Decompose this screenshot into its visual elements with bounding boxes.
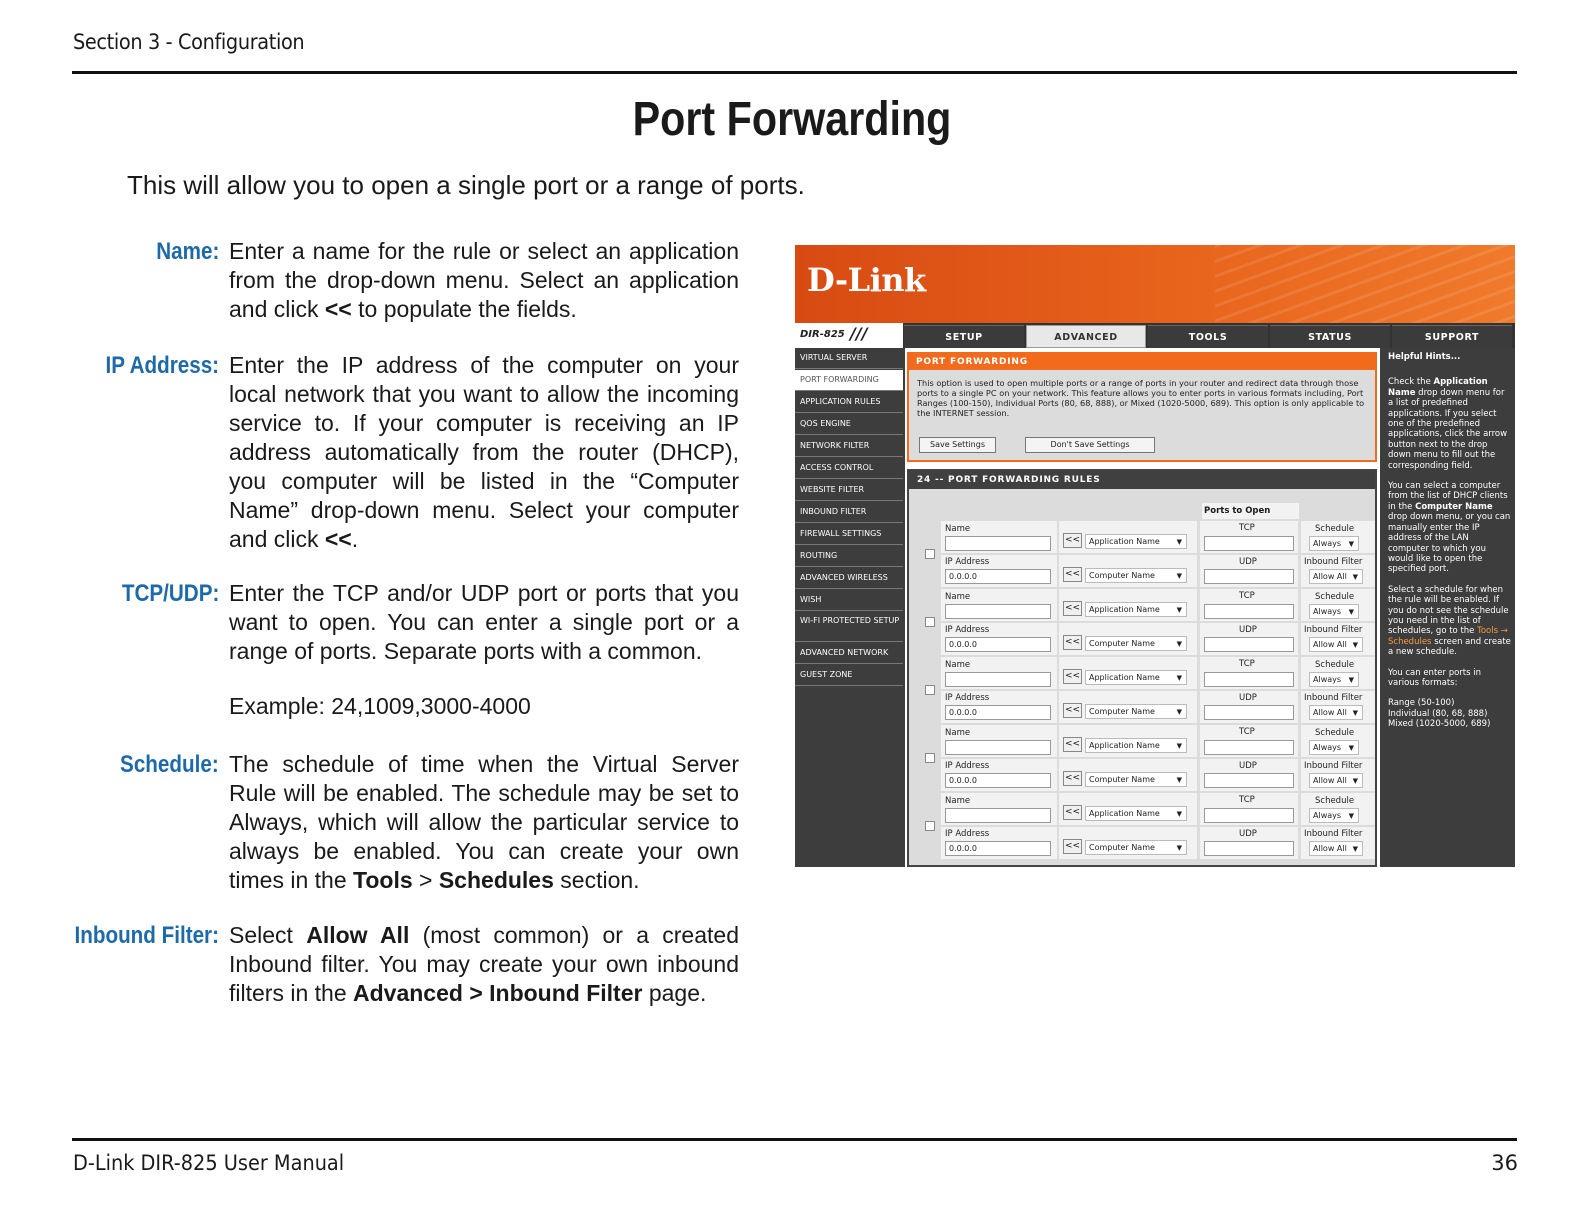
udp-label: UDP [1239, 829, 1257, 839]
computer-name-select[interactable]: Computer Name ▼ [1085, 840, 1187, 855]
tcp-ports-input[interactable] [1204, 808, 1294, 823]
header-rule [72, 71, 1517, 74]
tab-advanced[interactable]: ADVANCED [1026, 325, 1146, 348]
name-input[interactable] [945, 808, 1051, 823]
computer-name-select[interactable]: Computer Name ▼ [1085, 772, 1187, 787]
footer-manual: D-Link DIR-825 User Manual [73, 1151, 345, 1175]
schedule-label: Schedule [1315, 660, 1355, 670]
schedule-select[interactable]: Always ▼ [1309, 604, 1359, 619]
tcp-ports-input[interactable] [1204, 536, 1294, 551]
inbound-filter-label: Inbound Filter [1304, 761, 1363, 771]
ip-address-label: IP Address [945, 829, 990, 839]
nav-wi-fi-protected-setup[interactable]: WI-FI PROTECTED SETUP [795, 612, 903, 642]
save-settings-button[interactable]: Save Settings [919, 437, 996, 453]
rule-row [919, 725, 1375, 791]
rule-enable-checkbox[interactable] [925, 617, 935, 627]
nav-advanced-network[interactable]: ADVANCED NETWORK [795, 643, 903, 664]
definition-term: Schedule: [120, 751, 219, 778]
udp-label: UDP [1239, 693, 1257, 703]
schedule-label: Schedule [1315, 592, 1355, 602]
ip-address-label: IP Address [945, 625, 990, 635]
name-input[interactable] [945, 740, 1051, 755]
populate-computer-button[interactable]: << [1063, 635, 1082, 650]
tab-setup[interactable]: SETUP [904, 325, 1024, 348]
populate-computer-button[interactable]: << [1063, 771, 1082, 786]
definition-term: Inbound Filter: [74, 922, 219, 949]
name-input[interactable] [945, 672, 1051, 687]
nav-website-filter[interactable]: WEBSITE FILTER [795, 480, 903, 501]
hint-paragraph: Select a schedule for when the rule will be enabled. If you do not see the schedule you need in the list of schedules, go to the Tools → Schedules screen and create a new schedule. [1388, 584, 1511, 658]
definition-description: Select Allow All (most common) or a created Inbound filter. You may create your own inbound filters in the Advanced > Inbound Filter page. [229, 922, 739, 1006]
nav-network-filter[interactable]: NETWORK FILTER [795, 436, 903, 457]
panel-title: PORT FORWARDING [909, 354, 1375, 370]
rule-enable-checkbox[interactable] [925, 549, 935, 559]
inbound-filter-select[interactable]: Allow All ▼ [1309, 705, 1363, 720]
nav-wish[interactable]: WISH [795, 590, 903, 611]
udp-ports-input[interactable] [1204, 705, 1294, 720]
nav-application-rules[interactable]: APPLICATION RULES [795, 392, 903, 413]
name-label: Name [945, 592, 971, 602]
udp-ports-input[interactable] [1204, 773, 1294, 788]
populate-computer-button[interactable]: << [1063, 567, 1082, 582]
tab-tools[interactable]: TOOLS [1148, 325, 1268, 348]
computer-name-select[interactable]: Computer Name ▼ [1085, 704, 1187, 719]
definition-description: Example: 24,1009,3000-4000 [229, 693, 531, 719]
ip-address-input[interactable]: 0.0.0.0 [945, 841, 1051, 856]
model-label: DIR-825 /// [795, 323, 903, 348]
nav-advanced-wireless[interactable]: ADVANCED WIRELESS [795, 568, 903, 589]
rule-enable-checkbox[interactable] [925, 685, 935, 695]
nav-routing[interactable]: ROUTING [795, 546, 903, 567]
name-input[interactable] [945, 604, 1051, 619]
inbound-filter-label: Inbound Filter [1304, 625, 1363, 635]
definition-term: TCP/UDP: [121, 580, 219, 607]
computer-name-select[interactable]: Computer Name ▼ [1085, 568, 1187, 583]
definition-description: Enter a name for the rule or select an application from the drop-down menu. Select an application and click << to populate the fields. [229, 238, 739, 322]
populate-computer-button[interactable]: << [1063, 703, 1082, 718]
definition-description: The schedule of time when the Virtual Server Rule will be enabled. The schedule may be set to Always, which will allow the particular service to always be enabled. You can create your own times in the Tools > Schedules section. [229, 751, 739, 893]
rule-enable-checkbox[interactable] [925, 821, 935, 831]
section-header: Section 3 - Configuration [73, 30, 305, 54]
hints-title: Helpful Hints... [1388, 352, 1461, 362]
tcp-label: TCP [1239, 795, 1255, 805]
dont-save-settings-button[interactable]: Don't Save Settings [1025, 437, 1155, 453]
definition-term: Name: [155, 238, 219, 265]
tab-support[interactable]: SUPPORT [1392, 325, 1512, 348]
populate-app-button[interactable]: << [1063, 601, 1082, 616]
ip-address-input[interactable]: 0.0.0.0 [945, 773, 1051, 788]
populate-computer-button[interactable]: << [1063, 839, 1082, 854]
name-label: Name [945, 728, 971, 738]
tcp-ports-input[interactable] [1204, 672, 1294, 687]
nav-guest-zone[interactable]: GUEST ZONE [795, 665, 903, 686]
rule-enable-checkbox[interactable] [925, 753, 935, 763]
populate-app-button[interactable]: << [1063, 669, 1082, 684]
nav-inbound-filter[interactable]: INBOUND FILTER [795, 502, 903, 523]
rule-row [919, 657, 1375, 723]
schedule-select[interactable]: Always ▼ [1309, 808, 1359, 823]
router-screenshot [795, 245, 1515, 867]
tcp-label: TCP [1239, 727, 1255, 737]
schedule-label: Schedule [1315, 796, 1355, 806]
name-input[interactable] [945, 536, 1051, 551]
hint-paragraph: You can select a computer from the list of DHCP clients in the Computer Name drop down menu, or you can manually enter the IP address of the LAN computer to which you would like to open the specified port. [1388, 481, 1511, 575]
application-name-select[interactable]: Application Name ▼ [1085, 806, 1187, 821]
udp-label: UDP [1239, 761, 1257, 771]
schedule-select[interactable]: Always ▼ [1309, 672, 1359, 687]
ip-address-label: IP Address [945, 761, 990, 771]
tab-status[interactable]: STATUS [1270, 325, 1390, 348]
definition-description: Enter the IP address of the computer on your local network that you want to allow the incoming service to. If your computer is receiving an IP address automatically from the router (DHCP), you computer will be listed in the “Computer Name” drop-down menu. Select your computer and click <<. [229, 352, 739, 552]
port-forwarding-panel [907, 352, 1377, 462]
populate-app-button[interactable]: << [1063, 533, 1082, 548]
nav-virtual-server[interactable]: VIRTUAL SERVER [795, 348, 903, 369]
application-name-select[interactable]: Application Name ▼ [1085, 602, 1187, 617]
name-label: Name [945, 796, 971, 806]
application-name-select[interactable]: Application Name ▼ [1085, 534, 1187, 549]
top-nav [904, 325, 1512, 348]
rule-row [919, 589, 1375, 655]
content-area [905, 348, 1380, 867]
schedule-select[interactable]: Always ▼ [1309, 740, 1359, 755]
populate-app-button[interactable]: << [1063, 805, 1082, 820]
nav-firewall-settings[interactable]: FIREWALL SETTINGS [795, 524, 903, 545]
inbound-filter-select[interactable]: Allow All ▼ [1309, 569, 1363, 584]
nav-access-control[interactable]: ACCESS CONTROL [795, 458, 903, 479]
rules-panel [907, 469, 1377, 867]
udp-ports-input[interactable] [1204, 841, 1294, 856]
schedule-label: Schedule [1315, 524, 1355, 534]
panel-description: This option is used to open multiple ports or a range of ports in your router and redirect data through those ports to a single PC on your network. This feature allows you to enter ports in various formats including, Port Ranges (100-150), Individual Ports (80, 68, 888), or Mixed (1020-5000, 689). This option is only applicable to the INTERNET session. [917, 378, 1365, 418]
inbound-filter-select[interactable]: Allow All ▼ [1309, 637, 1363, 652]
udp-label: UDP [1239, 557, 1257, 567]
name-label: Name [945, 660, 971, 670]
dlink-logo: D-Link [807, 261, 926, 299]
router-banner [795, 245, 1515, 323]
left-nav [795, 348, 903, 687]
hint-paragraph: Range (50-100) Individual (80, 68, 888) Mixed (1020-5000, 689) [1388, 698, 1491, 730]
ip-address-input[interactable]: 0.0.0.0 [945, 705, 1051, 720]
nav-port-forwarding[interactable]: PORT FORWARDING [795, 370, 903, 391]
application-name-select[interactable]: Application Name ▼ [1085, 738, 1187, 753]
rule-row [919, 793, 1375, 859]
footer-rule [72, 1138, 1517, 1141]
tcp-label: TCP [1239, 591, 1255, 601]
udp-ports-input[interactable] [1204, 569, 1294, 584]
inbound-filter-select[interactable]: Allow All ▼ [1309, 773, 1363, 788]
populate-app-button[interactable]: << [1063, 737, 1082, 752]
page-number: 36 [1491, 1151, 1518, 1175]
rule-row [919, 521, 1375, 587]
ip-address-label: IP Address [945, 693, 990, 703]
ip-address-label: IP Address [945, 557, 990, 567]
ports-to-open-header: Ports to Open [1202, 503, 1299, 519]
inbound-filter-label: Inbound Filter [1304, 557, 1363, 567]
schedule-label: Schedule [1315, 728, 1355, 738]
hint-paragraph: You can enter ports in various formats: [1388, 667, 1482, 688]
udp-ports-input[interactable] [1204, 637, 1294, 652]
tcp-label: TCP [1239, 523, 1255, 533]
ip-address-input[interactable]: 0.0.0.0 [945, 569, 1051, 584]
tcp-label: TCP [1239, 659, 1255, 669]
application-name-select[interactable]: Application Name ▼ [1085, 670, 1187, 685]
page-title: Port Forwarding [632, 93, 952, 146]
nav-qos-engine[interactable]: QOS ENGINE [795, 414, 903, 435]
ip-address-input[interactable]: 0.0.0.0 [945, 637, 1051, 652]
definition-description: Enter the TCP and/or UDP port or ports that you want to open. You can enter a single port or a range of ports. Separate ports with a common. [229, 580, 739, 664]
tcp-ports-input[interactable] [1204, 604, 1294, 619]
rules-title: 24 -- PORT FORWARDING RULES [909, 471, 1375, 489]
helpful-hints [1382, 348, 1515, 867]
schedule-select[interactable]: Always ▼ [1309, 536, 1359, 551]
tcp-ports-input[interactable] [1204, 740, 1294, 755]
inbound-filter-select[interactable]: Allow All ▼ [1309, 841, 1363, 856]
hint-paragraph: Check the Application Name drop down menu for a list of predefined applications. If you select one of the predefined applications, click the arrow button next to the drop down menu to fill out the corresponding field. [1388, 377, 1508, 471]
name-label: Name [945, 524, 971, 534]
inbound-filter-label: Inbound Filter [1304, 829, 1363, 839]
definition-term: IP Address: [105, 352, 219, 379]
udp-label: UDP [1239, 625, 1257, 635]
intro-text: This will allow you to open a single port or a range of ports. [127, 170, 805, 200]
computer-name-select[interactable]: Computer Name ▼ [1085, 636, 1187, 651]
inbound-filter-label: Inbound Filter [1304, 693, 1363, 703]
